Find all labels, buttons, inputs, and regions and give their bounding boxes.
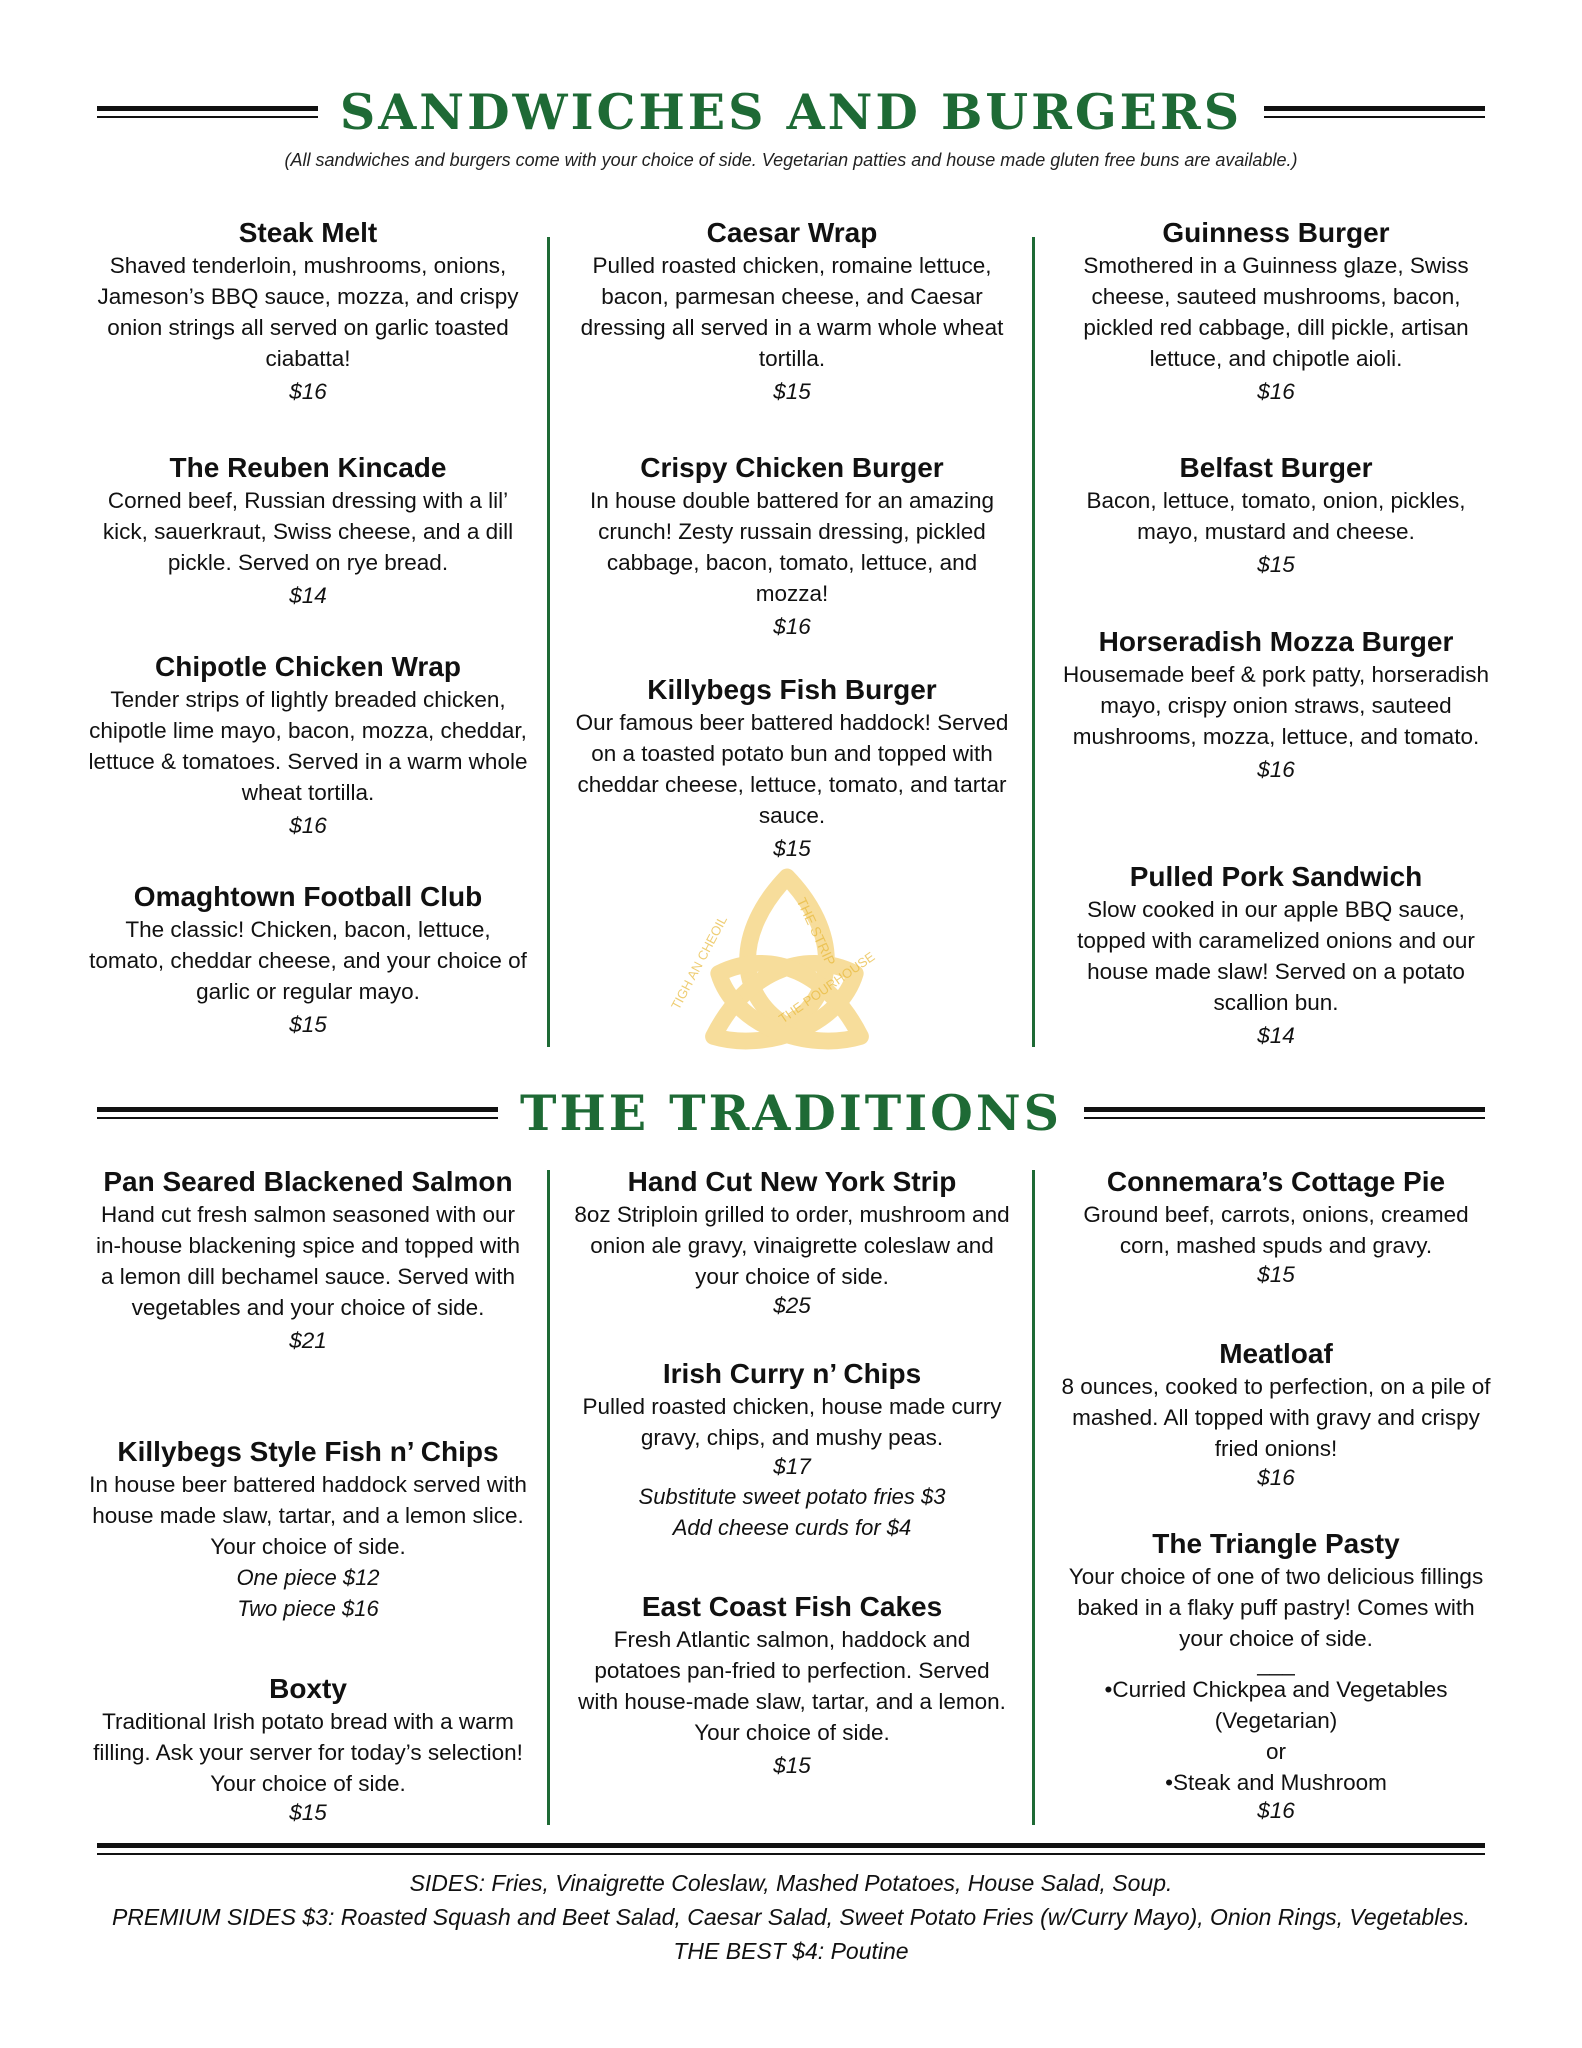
item-description: Fresh Atlantic salmon, haddock and potatoes pan-fried to perfection. Served with house-made slaw, tartar, and a lemon. Your choice of side. <box>578 1627 1006 1745</box>
item-name: Boxty <box>269 1673 347 1704</box>
item-name: Killybegs Fish Burger <box>647 674 937 705</box>
menu-item <box>1056 451 1496 583</box>
item-name: Belfast Burger <box>1179 452 1373 483</box>
item-price: $17 <box>773 1454 811 1479</box>
item-description: Pulled roasted chicken, house made curry gravy, chips, and mushy peas. <box>582 1394 1002 1450</box>
item-name: Guinness Burger <box>1162 217 1390 248</box>
item-price: $15 <box>773 1753 811 1778</box>
sides-line: SIDES: Fries, Vinaigrette Coleslaw, Mashed Potatoes, House Salad, Soup. <box>409 1870 1173 1896</box>
item-price: $16 <box>1257 1465 1295 1490</box>
item-option-note: Two piece $16 <box>237 1596 379 1621</box>
menu-item <box>88 216 528 410</box>
header-rule-right <box>1264 106 1485 118</box>
item-name: Chipotle Chicken Wrap <box>155 651 461 682</box>
divider-s2-right <box>1032 1170 1035 1825</box>
menu-item <box>88 650 528 844</box>
item-description: Ground beef, carrots, onions, creamed corn, mashed spuds and gravy. <box>1083 1202 1469 1258</box>
item-name: Killybegs Style Fish n’ Chips <box>117 1436 499 1467</box>
emblem-text-b: THE POURHOUSE <box>775 948 878 1027</box>
item-option-qualifier: (Vegetarian) <box>1214 1708 1338 1733</box>
sandwiches-header <box>97 84 1485 140</box>
item-name: The Triangle Pasty <box>1152 1528 1400 1559</box>
item-description: In house double battered for an amazing crunch! Zesty russain dressing, pickled cabbage, bacon, tomato, lettuce, and mozza! <box>589 488 995 606</box>
item-description: Shaved tenderloin, mushrooms, onions, Jameson’s BBQ sauce, mozza, and crispy onion strings all served on garlic toasted ciabatta! <box>97 253 519 371</box>
item-description: Corned beef, Russian dressing with a lil’ kick, sauerkraut, Swiss cheese, and a dill pickle. Served on rye bread. <box>102 488 514 575</box>
emblem-text-c: TIGH AN CHEOIL <box>668 913 731 1013</box>
emblem-text-a: THE STRIP <box>793 895 839 969</box>
item-price: $16 <box>773 614 811 639</box>
menu-item <box>1056 1337 1496 1492</box>
item-name: East Coast Fish Cakes <box>641 1591 943 1622</box>
item-option-note: Substitute sweet potato fries $3 <box>638 1484 946 1509</box>
menu-item <box>88 451 528 614</box>
item-price: $16 <box>289 813 327 838</box>
item-name: Irish Curry n’ Chips <box>662 1358 922 1389</box>
item-name: Pan Seared Blackened Salmon <box>103 1166 513 1197</box>
item-price: $25 <box>773 1293 811 1318</box>
header-rule-left <box>97 106 318 118</box>
item-description: 8oz Striploin grilled to order, mushroom and onion ale gravy, vinaigrette coleslaw and your choice of side. <box>574 1202 1010 1289</box>
item-price: $15 <box>289 1800 327 1825</box>
menu-item <box>88 1165 528 1359</box>
menu-item <box>572 451 1012 645</box>
item-option-or: or <box>1265 1739 1286 1764</box>
item-price: $16 <box>1257 757 1295 782</box>
item-description: Bacon, lettuce, tomato, onion, pickles, mayo, mustard and cheese. <box>1086 488 1466 544</box>
menu-item <box>1056 1527 1496 1824</box>
section-title-traditions: THE TRADITIONS <box>519 1084 1063 1142</box>
item-description: Housemade beef & pork patty, horseradish mayo, crispy onion straws, sauteed mushrooms, mozza, lettuce, and tomato. <box>1062 662 1490 749</box>
item-price: $15 <box>773 379 811 404</box>
item-price: $16 <box>1257 379 1295 404</box>
item-name: Connemara’s Cottage Pie <box>1106 1166 1446 1197</box>
item-price: $14 <box>289 583 327 608</box>
menu-item <box>1056 216 1496 410</box>
item-price: $16 <box>289 379 327 404</box>
header-rule-right <box>1084 1107 1485 1119</box>
item-price: $15 <box>289 1012 327 1037</box>
menu-item <box>88 1672 528 1827</box>
menu-item <box>572 216 1012 410</box>
item-description: Your choice of one of two delicious fillings baked in a flaky puff pastry! Comes with your choice of side. <box>1068 1564 1484 1651</box>
item-separator: ___ <box>1257 1651 1295 1676</box>
menu-item <box>572 673 1012 867</box>
divider-s1-left <box>547 237 550 1047</box>
section-title-sandwiches: SANDWICHES AND BURGERS <box>339 83 1243 141</box>
item-name: Pulled Pork Sandwich <box>1129 861 1423 892</box>
item-description: The classic! Chicken, bacon, lettuce, tomato, cheddar cheese, and your choice of garlic or regular mayo. <box>89 917 527 1004</box>
item-price: $15 <box>1257 1262 1295 1287</box>
menu-item <box>88 1435 528 1624</box>
divider-s1-right <box>1032 237 1035 1047</box>
item-price: $14 <box>1257 1023 1295 1048</box>
best-side-line: THE BEST $4: Poutine <box>673 1938 909 1964</box>
traditions-header <box>97 1085 1485 1141</box>
menu-item <box>1056 625 1496 788</box>
menu-item <box>572 1590 1012 1784</box>
item-name: Omaghtown Football Club <box>133 881 483 912</box>
item-description: Smothered in a Guinness glaze, Swiss cheese, sauteed mushrooms, bacon, pickled red cabbage, dill pickle, artisan lettuce, and chipotle aioli. <box>1083 253 1469 371</box>
item-name: Hand Cut New York Strip <box>627 1166 957 1197</box>
item-name: Caesar Wrap <box>706 217 878 248</box>
item-description: Traditional Irish potato bread with a warm filling. Ask your server for today’s selection! Your choice of side. <box>93 1709 523 1796</box>
item-name: Horseradish Mozza Burger <box>1098 626 1454 657</box>
menu-item <box>572 1357 1012 1543</box>
menu-item <box>572 1165 1012 1320</box>
item-name: Crispy Chicken Burger <box>640 452 944 483</box>
item-description: In house beer battered haddock served with house made slaw, tartar, and a lemon slice. Your choice of side. <box>89 1472 527 1559</box>
item-price: $16 <box>1257 1798 1295 1823</box>
item-name: Meatloaf <box>1219 1338 1333 1369</box>
menu-item <box>1056 1165 1496 1289</box>
item-option: •Curried Chickpea and Vegetables <box>1104 1677 1448 1702</box>
item-description: Slow cooked in our apple BBQ sauce, topped with caramelized onions and our house made slaw! Served on a potato scallion bun. <box>1077 897 1475 1015</box>
item-description: Our famous beer battered haddock! Served on a toasted potato bun and topped with cheddar cheese, lettuce, tomato, and tartar sauce. <box>575 710 1009 828</box>
sandwiches-intro: (All sandwiches and burgers come with your choice of side. Vegetarian patties and house made gluten free buns are available.) <box>284 150 1298 170</box>
premium-sides-line: PREMIUM SIDES $3: Roasted Squash and Beet Salad, Caesar Salad, Sweet Potato Fries (w/Curry Mayo), Onion Rings, Vegetables. <box>111 1904 1471 1930</box>
item-description: 8 ounces, cooked to perfection, on a pile of mashed. All topped with gravy and crispy fried onions! <box>1061 1374 1491 1461</box>
item-description: Hand cut fresh salmon seasoned with our in-house blackening spice and topped with a lemon dill bechamel sauce. Served with vegetables and your choice of side. <box>95 1202 521 1320</box>
footer-rule <box>97 1843 1485 1855</box>
item-description: Pulled roasted chicken, romaine lettuce, bacon, parmesan cheese, and Caesar dressing all served in a warm whole wheat tortilla. <box>580 253 1004 371</box>
menu-item <box>1056 860 1496 1054</box>
item-price: $15 <box>1257 552 1295 577</box>
item-option-note: Add cheese curds for $4 <box>672 1515 912 1540</box>
item-name: The Reuben Kincade <box>169 452 447 483</box>
item-option: •Steak and Mushroom <box>1165 1770 1387 1795</box>
header-rule-left <box>97 1107 498 1119</box>
item-option-note: One piece $12 <box>236 1565 380 1590</box>
sides-footer <box>97 1866 1485 1968</box>
item-name: Steak Melt <box>238 217 378 248</box>
item-description: Tender strips of lightly breaded chicken, chipotle lime mayo, bacon, mozza, cheddar, lettuce & tomatoes. Served in a warm whole wheat tortilla. <box>88 687 528 805</box>
item-price: $21 <box>289 1328 327 1353</box>
item-price: $15 <box>773 836 811 861</box>
divider-s2-left <box>547 1170 550 1825</box>
menu-item <box>88 880 528 1043</box>
